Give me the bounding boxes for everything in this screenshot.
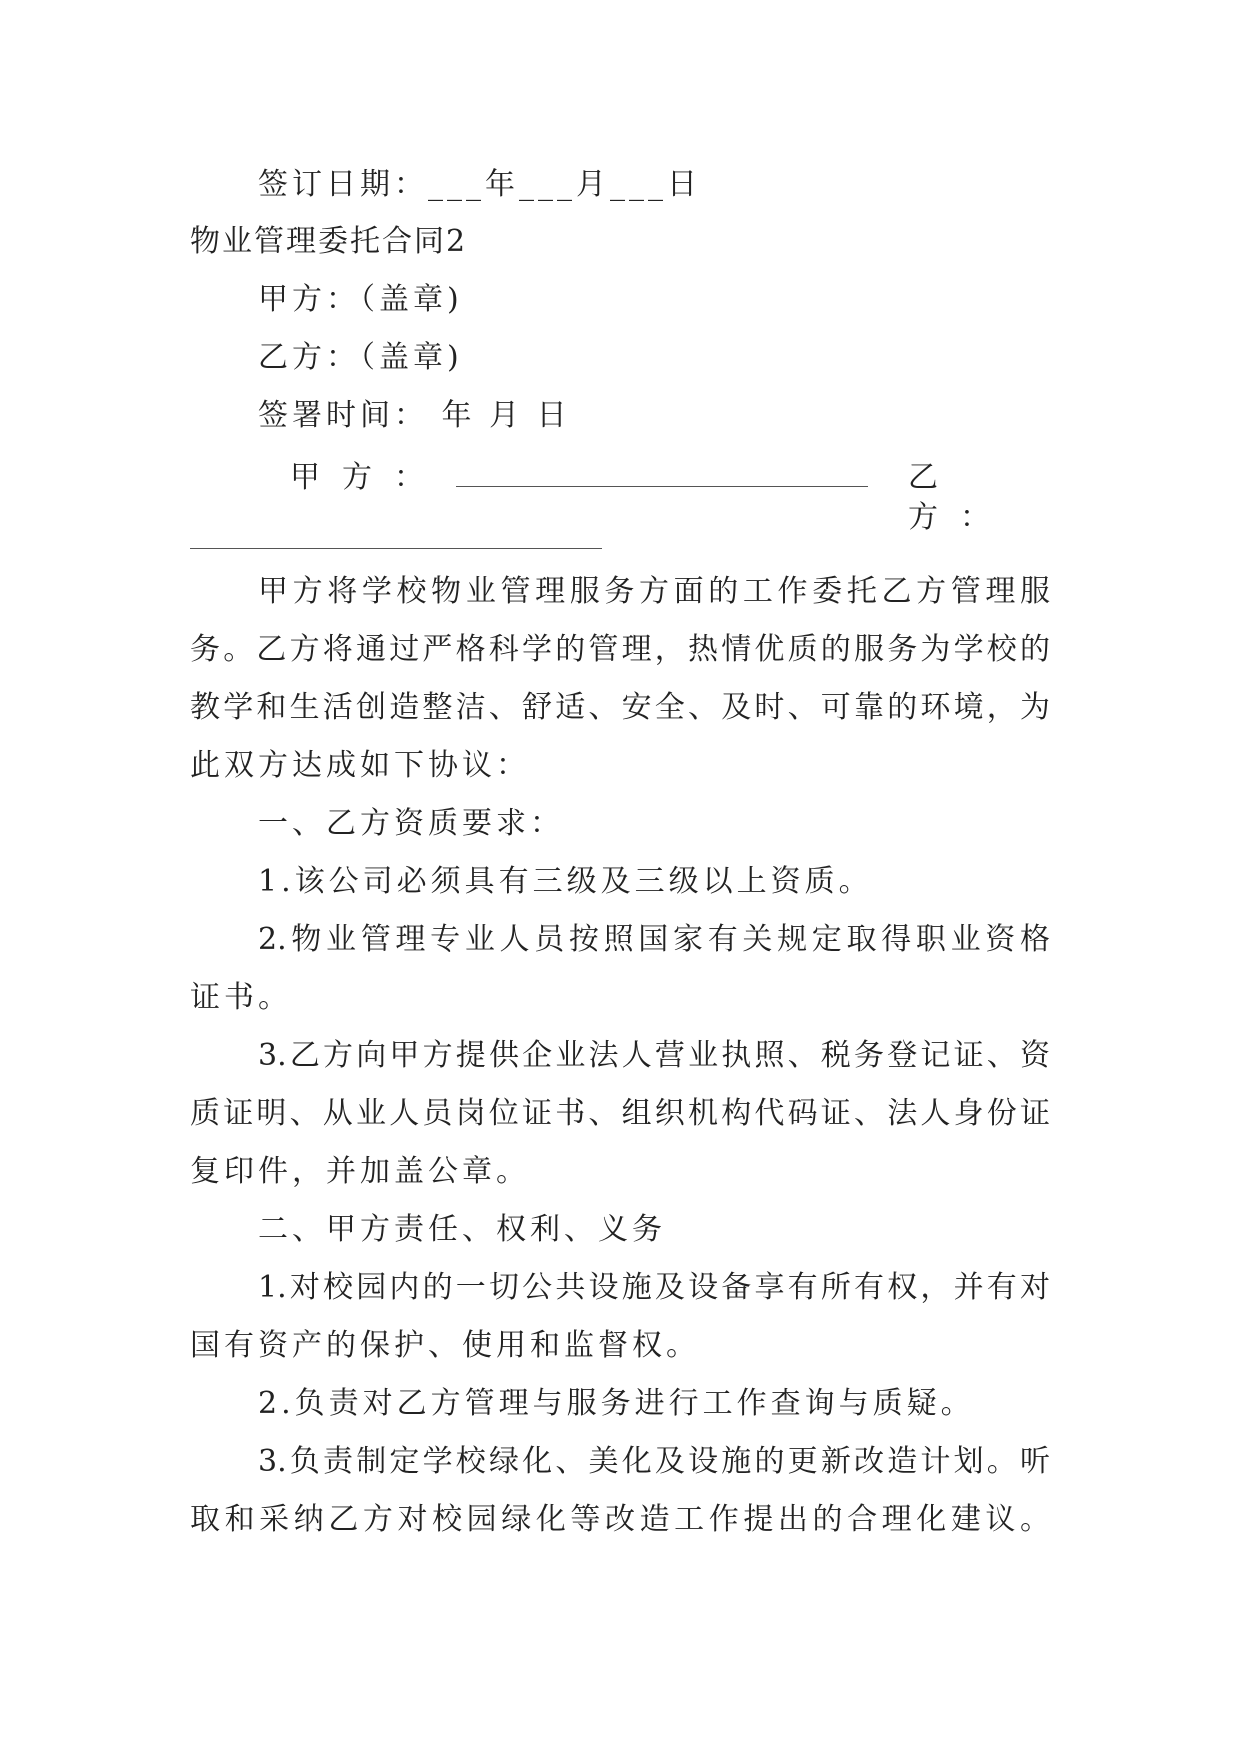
party-a-signature-line (456, 486, 868, 487)
section-heading: 一、乙方资质要求： (258, 806, 564, 841)
clause-item: 3.负责制定学校绿化、美化及设施的更新改造计划。听 (258, 1444, 1050, 1479)
intro-line: 务。乙方将通过严格科学的管理，热情优质的服务为学校的 (190, 632, 1050, 667)
clause-item: 2.负责对乙方管理与服务进行工作查询与质疑。 (258, 1386, 975, 1421)
clause-item: 1.该公司必须具有三级及三级以上资质。 (258, 864, 873, 899)
party-b-signature-line (190, 548, 602, 549)
clause-item: 证书。 (190, 980, 292, 1015)
party-b-seal: 乙方：（盖章) (258, 340, 463, 375)
party-b-label: 乙方： (908, 460, 1012, 535)
party-a-label: 甲方： (290, 460, 446, 495)
clause-item: 3.乙方向甲方提供企业法人营业执照、税务登记证、资 (258, 1038, 1050, 1073)
clause-item: 1.对校园内的一切公共设施及设备享有所有权，并有对 (258, 1270, 1050, 1305)
contract-title: 物业管理委托合同2 (190, 224, 468, 259)
clause-item: 国有资产的保护、使用和监督权。 (190, 1328, 700, 1363)
sign-time: 签署时间： 年 月 日 (258, 398, 571, 433)
clause-item: 2.物业管理专业人员按照国家有关规定取得职业资格 (258, 922, 1050, 957)
party-a-seal: 甲方：（盖章) (258, 282, 463, 317)
clause-item: 复印件，并加盖公章。 (190, 1154, 530, 1189)
clause-item: 质证明、从业人员岗位证书、组织机构代码证、法人身份证 (190, 1096, 1050, 1131)
intro-line: 教学和生活创造整洁、舒适、安全、及时、可靠的环境，为 (190, 690, 1050, 725)
signing-date: 签订日期：___年___月___日 (258, 167, 701, 202)
party-signature-row (290, 458, 1050, 535)
section-heading: 二、甲方责任、权利、义务 (258, 1212, 666, 1247)
intro-line: 甲方将学校物业管理服务方面的工作委托乙方管理服 (258, 574, 1050, 609)
clause-item: 取和采纳乙方对校园绿化等改造工作提出的合理化建议。 (190, 1502, 1050, 1537)
intro-line: 此双方达成如下协议： (190, 748, 530, 783)
